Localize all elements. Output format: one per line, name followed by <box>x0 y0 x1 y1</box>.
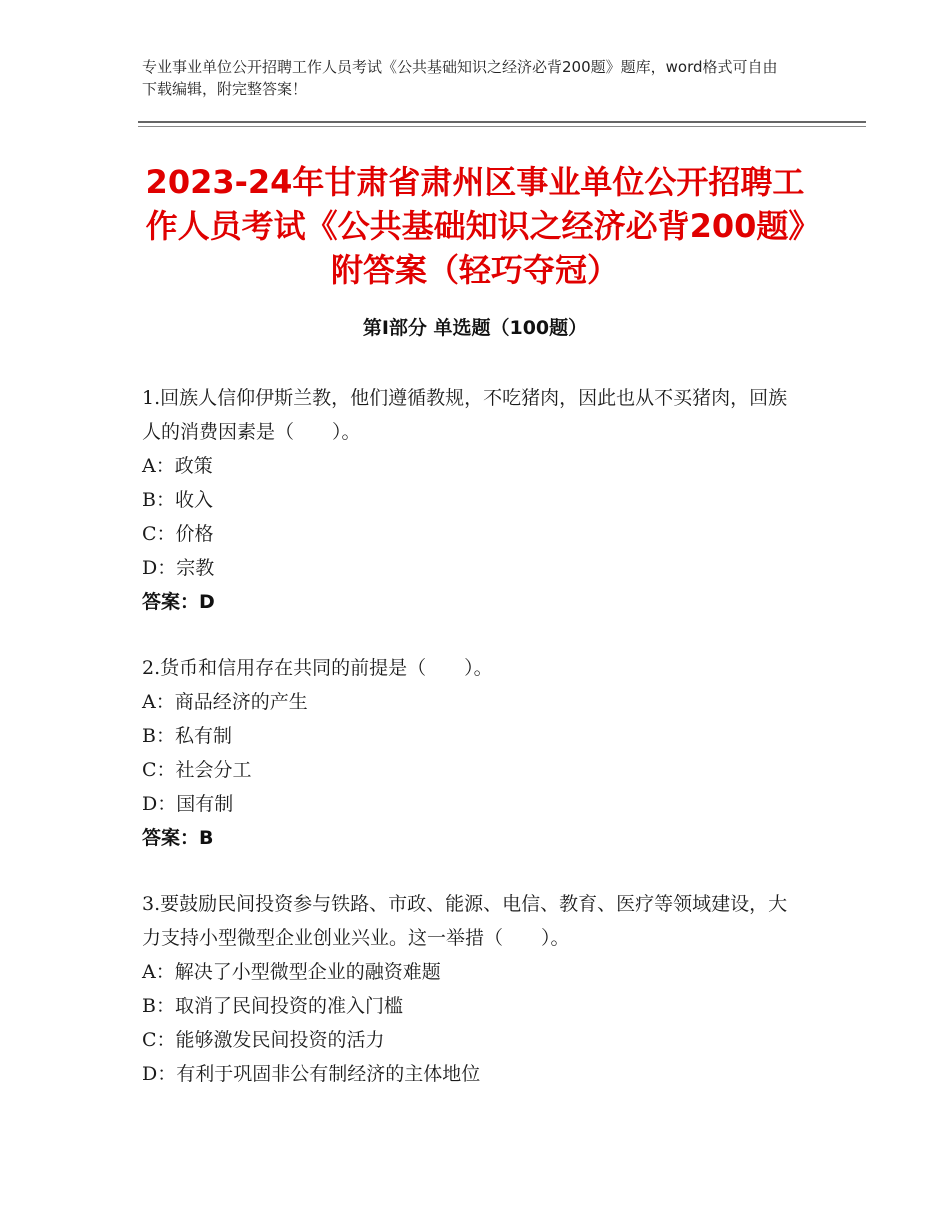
question-list <box>142 381 802 1123</box>
section-title: 第Ⅰ部分 单选题（100题） <box>362 317 588 339</box>
option-d: D：有利于巩固非公有制经济的主体地位 <box>142 1063 481 1085</box>
question-2 <box>142 651 802 855</box>
option-b: B：收入 <box>142 489 213 511</box>
option-d: D：国有制 <box>142 793 234 815</box>
header-note: 专业事业单位公开招聘工作人员考试《公共基础知识之经济必背200题》题库，word格式可自由下载编辑，附完整答案！ <box>142 58 778 98</box>
header-divider <box>138 121 866 123</box>
option-c: C：社会分工 <box>142 759 252 781</box>
option-c: C：价格 <box>142 523 214 545</box>
option-a: A：政策 <box>142 455 213 477</box>
answer: 答案：B <box>142 827 214 849</box>
option-c: C：能够激发民间投资的活力 <box>142 1029 385 1051</box>
option-a: A：商品经济的产生 <box>142 691 308 713</box>
question-stem: 2.货币和信用存在共同的前提是（ ）。 <box>142 657 493 679</box>
question-stem: 3.要鼓励民间投资参与铁路、市政、能源、电信、教育、医疗等领域建设，大力支持小型微型企业创业兴业。这一举措（ ）。 <box>142 893 788 949</box>
option-d: D：宗教 <box>142 557 215 579</box>
question-1 <box>142 381 802 619</box>
document-title: 2023-24年甘肃省肃州区事业单位公开招聘工作人员考试《公共基础知识之经济必背200题》附答案（轻巧夺冠） <box>145 163 805 289</box>
header-divider-thin <box>138 126 866 127</box>
option-b: B：取消了民间投资的准入门槛 <box>142 995 403 1017</box>
question-3 <box>142 887 802 1091</box>
option-b: B：私有制 <box>142 725 232 747</box>
question-stem: 1.回族人信仰伊斯兰教，他们遵循教规，不吃猪肉，因此也从不买猪肉，回族人的消费因素是（ ）。 <box>142 387 788 443</box>
option-a: A：解决了小型微型企业的融资难题 <box>142 961 441 983</box>
answer: 答案：D <box>142 591 215 613</box>
